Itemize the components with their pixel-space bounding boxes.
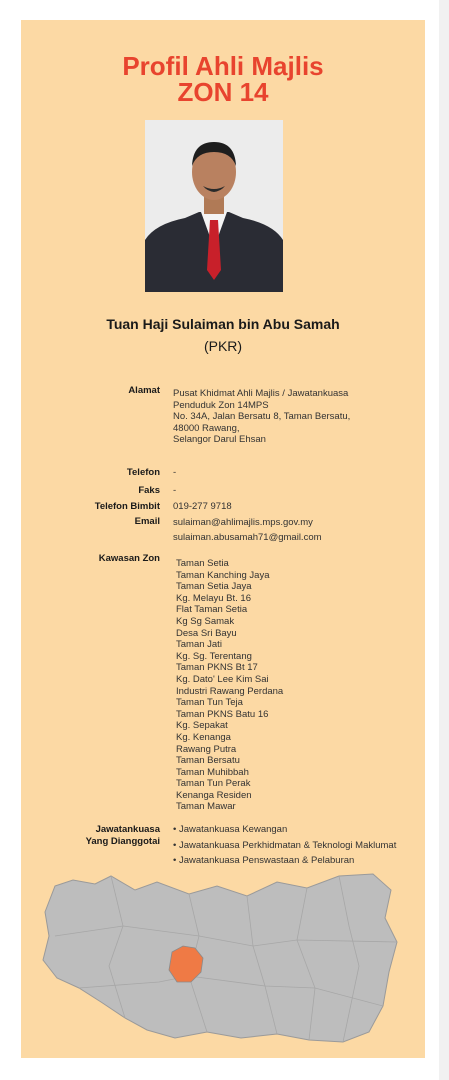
zone-item: Kg. Kenanga <box>176 731 231 743</box>
zone-item: Taman PKNS Batu 16 <box>176 708 269 720</box>
zone-item: Taman Kanching Jaya <box>176 569 270 581</box>
email-link[interactable]: sulaiman@ahlimajlis.mps.gov.my <box>173 517 313 528</box>
zone-item: Kenanga Residen <box>176 789 252 801</box>
title-line-1: Profil Ahli Majlis <box>122 51 324 81</box>
address-line: Pusat Khidmat Ahli Majlis / Jawatankuasa <box>173 388 349 399</box>
address-line: No. 34A, Jalan Bersatu 8, Taman Bersatu, <box>173 411 351 423</box>
scrollbar[interactable] <box>439 0 449 1080</box>
zone-item: Kg Sg Samak <box>176 615 235 627</box>
address-label: Alamat <box>128 385 160 396</box>
zone-item: Desa Sri Bayu <box>176 627 237 639</box>
mobile-label: Telefon Bimbit <box>94 501 160 512</box>
zone-map-image <box>39 856 411 1056</box>
zone-item: Taman Tun Teja <box>176 697 243 709</box>
zone-item: Taman Setia <box>176 558 229 569</box>
zone-item: Taman Muhibbah <box>176 766 249 778</box>
zone-item: Industri Rawang Perdana <box>176 685 284 697</box>
zone-list <box>176 558 283 813</box>
portrait-image <box>145 120 283 292</box>
zone-item: Taman Mawar <box>176 801 236 813</box>
fax-value: - <box>173 485 177 496</box>
zone-item: Kg. Dato' Lee Kim Sai <box>176 673 269 685</box>
email-link[interactable]: sulaiman.abusamah71@gmail.com <box>173 531 322 543</box>
zone-item: Taman PKNS Bt 17 <box>176 662 258 674</box>
mobile-value: 019-277 9718 <box>173 501 232 512</box>
zone-area-label: Kawasan Zon <box>98 553 160 564</box>
profile-card <box>21 20 425 1058</box>
address-line: 48000 Rawang, <box>173 422 240 434</box>
zone-item: Taman Tun Perak <box>176 778 251 790</box>
zone-item: Kg. Melayu Bt. 16 <box>176 592 251 604</box>
address-line: Selangor Darul Ehsan <box>173 434 266 446</box>
committee-item: • Jawatankuasa Kewangan <box>173 824 288 835</box>
committee-item: • Jawatankuasa Perkhidmatan & Teknologi Maklumat <box>173 839 397 851</box>
zone-item: Rawang Putra <box>176 743 237 755</box>
zone-item: Flat Taman Setia <box>176 604 248 616</box>
email-block <box>173 517 322 543</box>
address-line: Penduduk Zon 14MPS <box>173 399 269 411</box>
party-label: (PKR) <box>203 338 243 354</box>
title-line-2: ZON 14 <box>177 77 269 107</box>
phone-value: - <box>173 467 177 478</box>
zone-item: Taman Setia Jaya <box>176 581 252 593</box>
zone-item: Taman Bersatu <box>176 755 240 767</box>
fax-label: Faks <box>138 485 160 496</box>
address-block <box>173 388 350 446</box>
zone-map <box>39 856 411 1056</box>
zone-item: Kg. Sepakat <box>176 720 228 732</box>
committee-label-line-2: Yang Dianggotai <box>85 836 160 847</box>
councillor-photo <box>145 120 283 292</box>
councillor-name: Tuan Haji Sulaiman bin Abu Samah <box>106 316 340 332</box>
committee-item: • Jawatankuasa Penswastaan & Pelaburan <box>173 855 355 866</box>
zone-item: Kg. Sg. Terentang <box>176 650 252 662</box>
committee-label-line-1: Jawatankuasa <box>95 824 160 835</box>
zone-item: Taman Jati <box>176 639 222 651</box>
phone-label: Telefon <box>126 467 160 478</box>
email-label: Email <box>134 516 160 527</box>
